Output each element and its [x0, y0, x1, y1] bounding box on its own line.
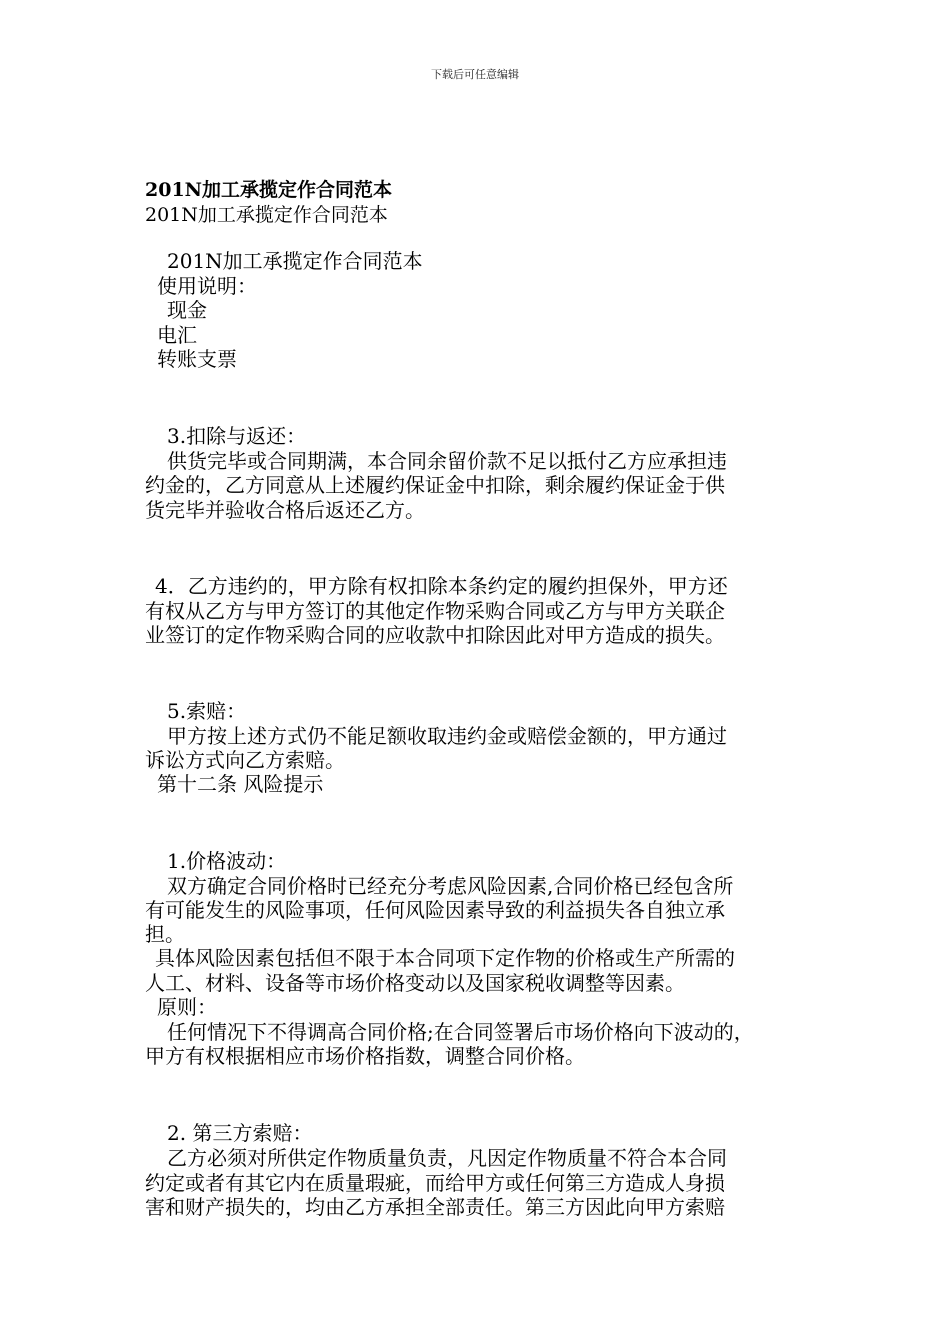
body-line: 现金: [167, 298, 207, 322]
body-line: 甲方有权根据相应市场价格指数，调整合同价格。: [145, 1044, 585, 1068]
body-line: 甲方按上述方式仍不能足额收取违约金或赔偿金额的，甲方通过: [167, 724, 727, 748]
body-line: 1.价格波动：: [167, 849, 287, 873]
body-line: 供货完毕或合同期满，本合同余留价款不足以抵付乙方应承担违: [167, 449, 727, 473]
document-subtitle: 201N加工承揽定作合同范本: [145, 204, 388, 226]
page-header: 下载后可任意编辑: [431, 68, 519, 81]
body-line: 有可能发生的风险事项，任何风险因素导致的利益损失各自独立承: [145, 898, 725, 922]
body-line: 约定或者有其它内在质量瑕疵，而给甲方或任何第三方造成人身损: [145, 1171, 725, 1195]
body-line: 乙方必须对所供定作物质量负责，凡因定作物质量不符合本合同: [167, 1146, 727, 1170]
body-line: 第十二条 风险提示: [157, 772, 324, 796]
body-line: 4．乙方违约的，甲方除有权扣除本条约定的履约担保外，甲方还: [155, 574, 728, 598]
body-line: 转账支票: [157, 347, 237, 371]
body-line: 使用说明：: [157, 274, 257, 298]
body-line: 人工、材料、设备等市场价格变动以及国家税收调整等因素。: [145, 971, 685, 995]
body-line: 任何情况下不得调高合同价格;在合同签署后市场价格向下波动的，: [167, 1020, 754, 1044]
body-line: 诉讼方式向乙方索赔。: [145, 748, 345, 772]
body-line: 原则：: [157, 995, 217, 1019]
body-line: 有权从乙方与甲方签订的其他定作物采购合同或乙方与甲方关联企: [145, 599, 725, 623]
body-line: 2. 第三方索赔：: [167, 1121, 313, 1145]
body-line: 3.扣除与返还：: [167, 424, 307, 448]
body-line: 害和财产损失的，均由乙方承担全部责任。第三方因此向甲方索赔: [145, 1195, 725, 1219]
body-line: 电汇: [157, 323, 197, 347]
body-line: 201N加工承揽定作合同范本: [167, 249, 423, 273]
body-line: 货完毕并验收合格后返还乙方。: [145, 498, 425, 522]
body-line: 具体风险因素包括但不限于本合同项下定作物的价格或生产所需的: [155, 946, 735, 970]
body-line: 担。: [145, 922, 185, 946]
body-line: 约金的，乙方同意从上述履约保证金中扣除，剩余履约保证金于供: [145, 473, 725, 497]
body-line: 双方确定合同价格时已经充分考虑风险因素,合同价格已经包含所: [167, 874, 734, 898]
body-line: 5.索赔：: [167, 699, 247, 723]
document-title: 201N加工承揽定作合同范本: [145, 179, 393, 201]
body-line: 业签订的定作物采购合同的应收款中扣除因此对甲方造成的损失。: [145, 623, 725, 647]
